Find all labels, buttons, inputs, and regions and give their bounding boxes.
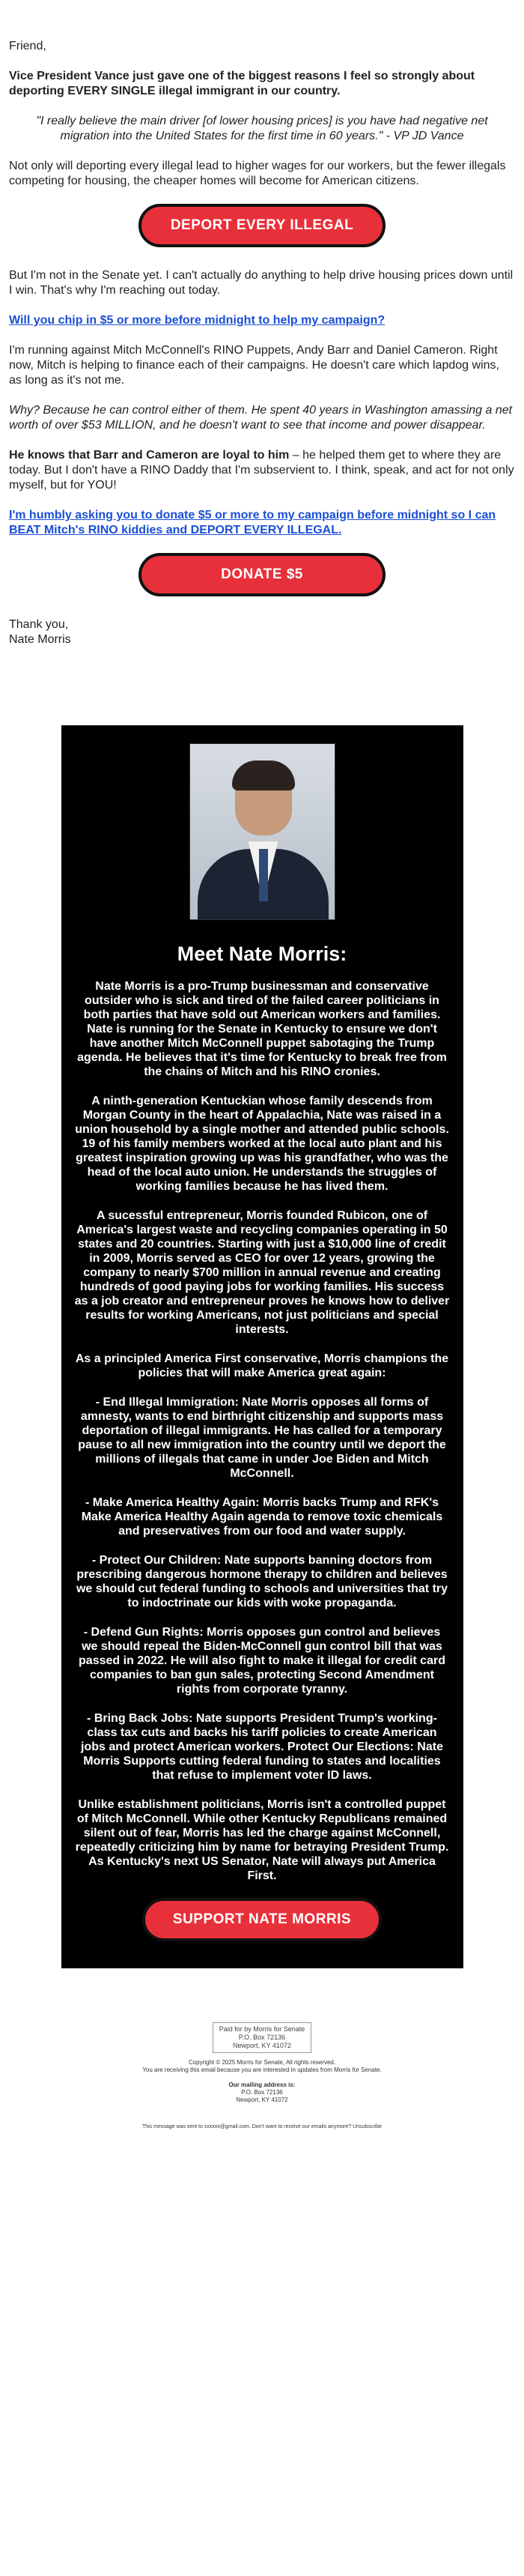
bio-paragraph: As a principled America First conservative, Morris champions the policies that will make America great again:: [75, 1352, 449, 1379]
running-paragraph: I'm running against Mitch McConnell's RINO Puppets, Andy Barr and Daniel Cameron. Right now, Mitch is helping to finance each of their campaigns. He doesn't care which lapdog wins, as long as it's not me.: [9, 344, 499, 387]
mailing-city: Newport, KY 41072: [236, 2096, 288, 2103]
intro-paragraph: Vice President Vance just gave one of the biggest reasons I feel so strongly about deporting EVERY SINGLE illegal immigrant in our country.: [9, 70, 475, 97]
support-nate-morris-button[interactable]: SUPPORT NATE MORRIS: [142, 1898, 382, 1941]
paid-for-city: Newport, KY 41072: [233, 2042, 291, 2049]
photo-hair-shape: [232, 761, 295, 790]
bio-paragraph: Unlike establishment politicians, Morris isn't a controlled puppet of Mitch McConnell. While other Kentucky Republicans remained silent out of fear, Morris has led the charge against McConnell, repeatedly criticizing him by name for betraying President Trump. As Kentucky's next US Senator, Nate will always put America First.: [75, 1798, 449, 1882]
wages-paragraph: Not only will deporting every illegal lead to higher wages for our workers, but the fewer illegals competing for housing, the cheaper homes will become for American citizens.: [9, 160, 506, 187]
copyright-text: Copyright © 2025 Morris for Senate, All rights reserved.: [188, 2059, 336, 2066]
bio-paragraph: - End Illegal Immigration: Nate Morris opposes all forms of amnesty, wants to end birthright citizenship and supports mass deportation of illegal immigrants. He has called for a temporary pause to all new immigration into the country until we deport the millions of illegals that came in under Joe Biden and Mitch McConnell.: [78, 1396, 446, 1480]
greeting: Friend,: [9, 40, 46, 52]
photo-tie-shape: [259, 849, 268, 901]
mailing-address-label: Our mailing address is:: [228, 2081, 296, 2088]
bio-paragraph: A sucessful entrepreneur, Morris founded Rubicon, one of America's largest waste and recycling companies operating in 50 states and 20 countries. Starting with just a $10,000 line of credit in 2009, Morris served as CEO for over 12 years, growing the company to nearly $700 million in annual revenue and creating hundreds of good paying jobs for working families. His success as a job creator and entrepreneur proves he knows how to deliver results for working Americans, not just politicians and special interests.: [74, 1209, 450, 1336]
vance-quote: "I really believe the main driver [of lower housing prices] is you have had negative net migration into the United States for the first time in 60 years." - VP JD Vance: [36, 115, 488, 142]
paid-for-po-box: P.O. Box 72136: [238, 2034, 286, 2041]
donate-button-wrap: [9, 553, 515, 596]
footer: [9, 2022, 515, 2130]
candidate-photo: [189, 743, 335, 920]
bio-paragraph: Nate Morris is a pro-Trump businessman and conservative outsider who is sick and tired of the failed career politicians in both parties that have sold out American workers and families. Nate is running for the Senate in Kentucky to ensure we don't have another Mitch McConnell puppet sabotaging the Trump agenda. He believes that it's time for Kentucky to break free from the chains of Mitch and his RINO cronies.: [77, 980, 447, 1078]
donate-5-button[interactable]: DONATE $5: [138, 553, 386, 596]
loyal-paragraph: [9, 448, 515, 493]
signoff-name: Nate Morris: [9, 633, 71, 646]
paid-for-box: [213, 2022, 312, 2053]
receiving-text: You are receiving this email because you are interested in updates from Morris for Senate.: [142, 2066, 382, 2073]
paid-for-text: Paid for by Morris for Senate: [219, 2025, 305, 2033]
bio-paragraph: - Defend Gun Rights: Morris opposes gun control and believes we should repeal the Biden-McConnell gun control bill that was passed in 2022. He will also fight to make it illegal for credit card companies to ban gun sales, protecting Second Amendment rights from corporate tyranny.: [79, 1626, 445, 1696]
bio-paragraph: - Make America Healthy Again: Morris backs Trump and RFK's Make America Healthy Again agenda to remove toxic chemicals and preservatives from our food and water supply.: [81, 1496, 443, 1538]
unsubscribe-disclaimer[interactable]: This message was sent to xxxxxx@gmail.com. Don't want to receive our emails anymore? Unsubscribe: [141, 2124, 383, 2129]
humbly-asking-link[interactable]: I'm humbly asking you to donate $5 or more to my campaign before midnight so I can BEAT Mitch's RINO kiddies and DEPORT EVERY ILLEGAL.: [9, 509, 496, 536]
loyal-rest-text: – he helped them get to where they are today. But I don't have a RINO Daddy that I'm subservient to. I think, speak, and act for not only myself, but for YOU!: [9, 449, 514, 492]
bio-paragraph: - Bring Back Jobs: Nate supports President Trump's working-class tax cuts and backs his tariff policies to create American jobs and protect American workers. Protect Our Elections: Nate Morris Supports cutting federal funding to states and localities that refuse to implement voter ID laws.: [81, 1712, 443, 1782]
deport-button-wrap: [9, 204, 515, 247]
chip-in-link[interactable]: Will you chip in $5 or more before midnight to help my campaign?: [9, 314, 386, 327]
deport-every-illegal-button[interactable]: DEPORT EVERY ILLEGAL: [138, 204, 386, 247]
bio-heading: Meet Nate Morris:: [177, 943, 347, 965]
support-button-wrap: [75, 1898, 450, 1941]
bio-paragraph: A ninth-generation Kentuckian whose family descends from Morgan County in the heart of Appalachia, Nate was raised in a union household by a single mother and attended public schools. 19 of his family members worked at the local auto plant and his greatest inspiration growing up was his grandfather, who was the head of the local auto union. He understands the struggles of working families because he has lived them.: [75, 1095, 449, 1193]
not-in-senate-paragraph: But I'm not in the Senate yet. I can't actually do anything to help drive housing prices down until I win. That's why I'm reaching out today.: [9, 269, 514, 297]
signoff: [9, 617, 515, 647]
why-paragraph: Why? Because he can control either of them. He spent 40 years in Washington amassing a net worth of over $53 MILLION, and he doesn't want to see that income and power disappear.: [9, 404, 513, 432]
mailing-po-box: P.O. Box 72136: [241, 2089, 283, 2096]
loyal-bold-text: He knows that Barr and Cameron are loyal to him: [9, 449, 290, 462]
signoff-thanks: Thank you,: [9, 618, 69, 631]
bio-paragraph: - Protect Our Children: Nate supports banning doctors from prescribing dangerous hormone therapy to children and believes we should cut federal funding to schools and universities that try to indoctrinate our kids with woke propaganda.: [76, 1554, 448, 1609]
bio-section: [61, 725, 463, 1968]
